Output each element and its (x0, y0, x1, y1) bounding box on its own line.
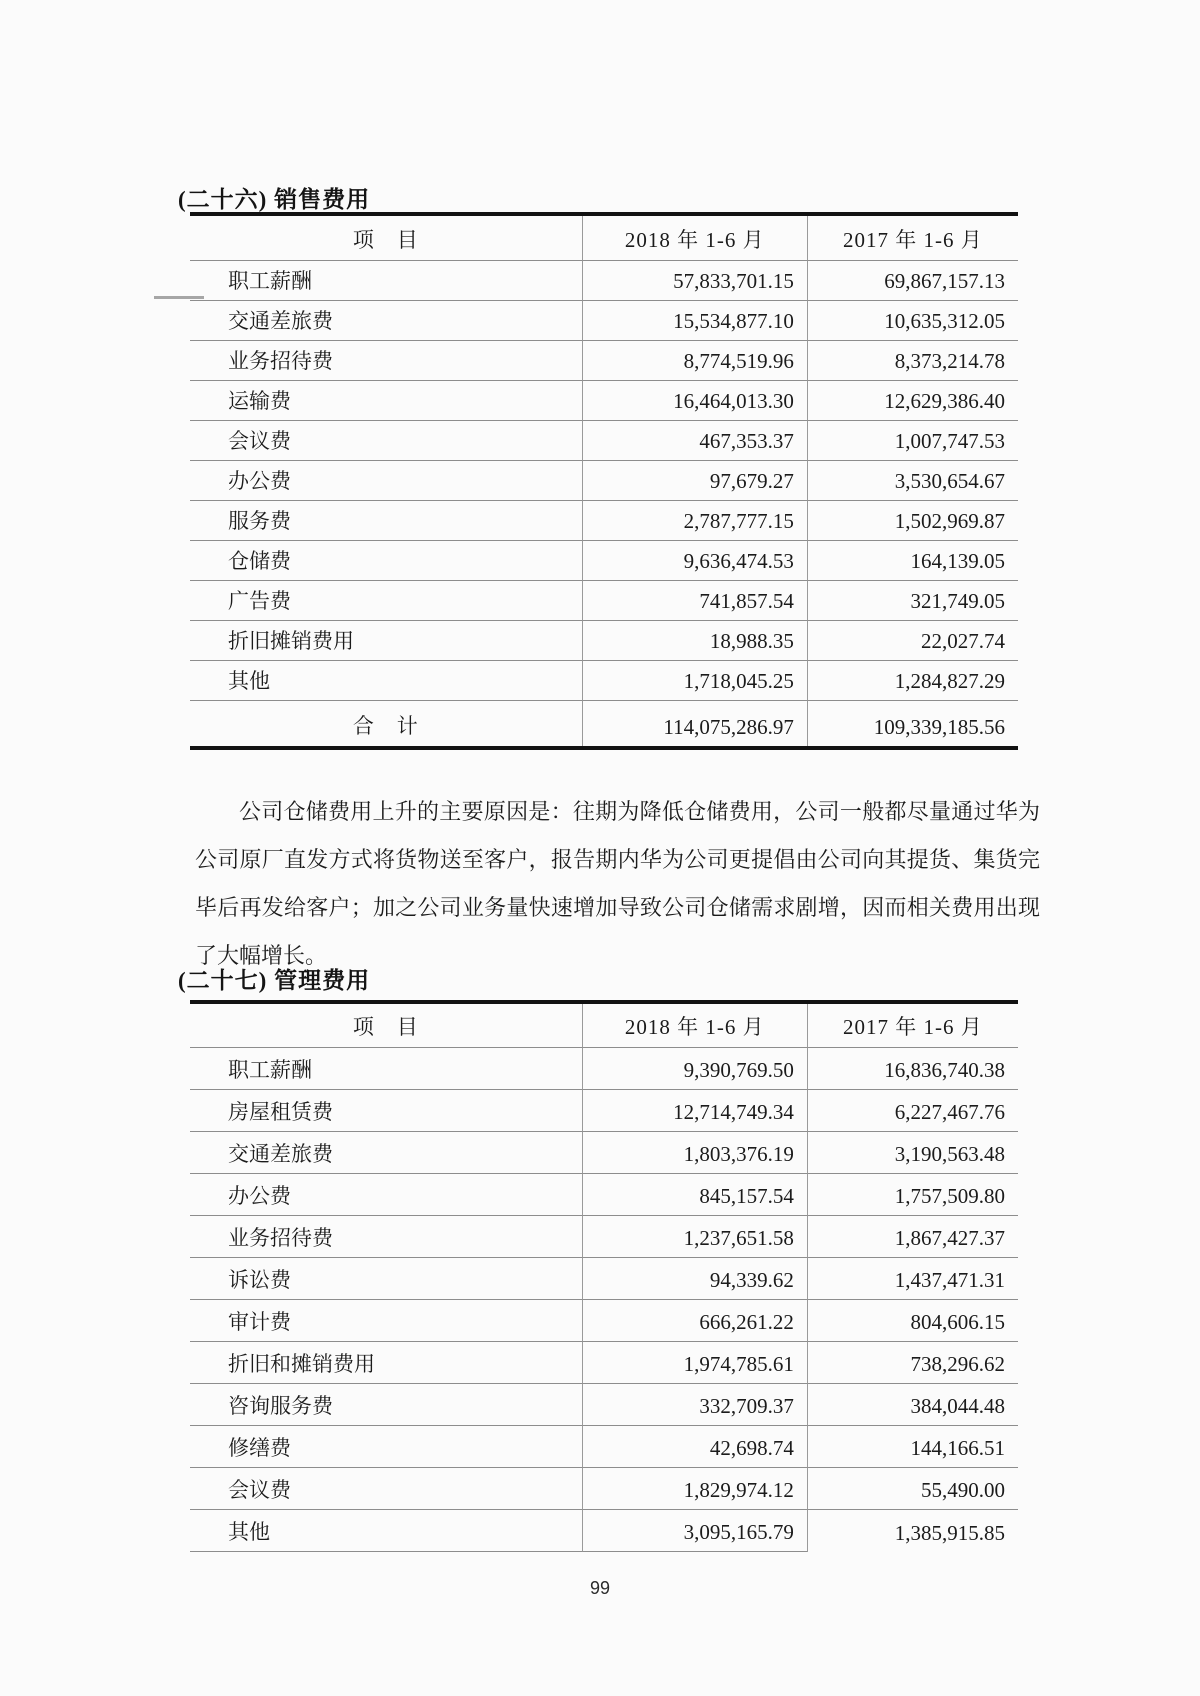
value-2018: 12,714,749.34 (582, 1090, 807, 1132)
value-2018: 18,988.35 (582, 621, 807, 661)
row-label: 会议费 (190, 1468, 582, 1510)
row-label: 会议费 (190, 421, 582, 461)
table-row (190, 1132, 1018, 1174)
row-label: 交通差旅费 (190, 301, 582, 341)
column-header-2017: 2017 年 1-6 月 (807, 216, 1018, 261)
row-label: 折旧和摊销费用 (190, 1342, 582, 1384)
value-2018: 1,803,376.19 (582, 1132, 807, 1174)
row-label: 职工薪酬 (190, 261, 582, 301)
table-row (190, 1048, 1018, 1090)
row-label: 办公费 (190, 461, 582, 501)
value-2017: 16,836,740.38 (807, 1048, 1018, 1090)
table-row (190, 541, 1018, 581)
value-2017: 1,007,747.53 (807, 421, 1018, 461)
value-2017: 69,867,157.13 (807, 261, 1018, 301)
value-2018: 9,390,769.50 (582, 1048, 807, 1090)
table-row (190, 261, 1018, 301)
row-label: 办公费 (190, 1174, 582, 1216)
value-2017: 8,373,214.78 (807, 341, 1018, 381)
value-2018: 1,718,045.25 (582, 661, 807, 701)
table-row (190, 381, 1018, 421)
row-label: 业务招待费 (190, 1216, 582, 1258)
table-row (190, 301, 1018, 341)
table-row (190, 621, 1018, 661)
admin-expenses-table (190, 1000, 1018, 1552)
table-header-row (190, 1004, 1018, 1048)
row-label: 咨询服务费 (190, 1384, 582, 1426)
row-label: 职工薪酬 (190, 1048, 582, 1090)
value-2018: 42,698.74 (582, 1426, 807, 1468)
value-2017: 1,757,509.80 (807, 1174, 1018, 1216)
value-2017: 1,437,471.31 (807, 1258, 1018, 1300)
value-2018: 8,774,519.96 (582, 341, 807, 381)
table-row (190, 661, 1018, 701)
row-label: 服务费 (190, 501, 582, 541)
table-row (190, 501, 1018, 541)
row-label: 广告费 (190, 581, 582, 621)
value-2017: 12,629,386.40 (807, 381, 1018, 421)
row-label: 折旧摊销费用 (190, 621, 582, 661)
total-2017: 109,339,185.56 (807, 701, 1018, 746)
value-2017: 1,867,427.37 (807, 1216, 1018, 1258)
table-row (190, 1510, 1018, 1552)
table-row (190, 1174, 1018, 1216)
page-number: 99 (589, 1578, 611, 1598)
row-label: 业务招待费 (190, 341, 582, 381)
column-header-2018: 2018 年 1-6 月 (582, 1004, 807, 1048)
table-row (190, 1216, 1018, 1258)
table-row (190, 1342, 1018, 1384)
value-2018: 332,709.37 (582, 1384, 807, 1426)
value-2017: 1,502,969.87 (807, 501, 1018, 541)
row-label: 诉讼费 (190, 1258, 582, 1300)
row-label: 其他 (190, 661, 582, 701)
value-2018: 9,636,474.53 (582, 541, 807, 581)
table-row (190, 461, 1018, 501)
value-2017: 164,139.05 (807, 541, 1018, 581)
table-row (190, 341, 1018, 381)
value-2018: 741,857.54 (582, 581, 807, 621)
table-row (190, 1384, 1018, 1426)
value-2018: 3,095,165.79 (582, 1510, 807, 1552)
value-2018: 467,353.37 (582, 421, 807, 461)
table-row (190, 1090, 1018, 1132)
value-2017: 804,606.15 (807, 1300, 1018, 1342)
value-2017: 321,749.05 (807, 581, 1018, 621)
value-2017: 384,044.48 (807, 1384, 1018, 1426)
value-2018: 57,833,701.15 (582, 261, 807, 301)
value-2017: 3,530,654.67 (807, 461, 1018, 501)
column-header-2018: 2018 年 1-6 月 (582, 216, 807, 261)
total-label: 合 计 (352, 713, 419, 738)
row-label: 仓储费 (190, 541, 582, 581)
row-label: 其他 (190, 1510, 582, 1552)
value-2018: 97,679.27 (582, 461, 807, 501)
value-2017: 55,490.00 (807, 1468, 1018, 1510)
table-row (190, 581, 1018, 621)
value-2017: 22,027.74 (807, 621, 1018, 661)
value-2018: 845,157.54 (582, 1174, 807, 1216)
column-header-2017: 2017 年 1-6 月 (807, 1004, 1018, 1048)
value-2018: 15,534,877.10 (582, 301, 807, 341)
table-row (190, 1426, 1018, 1468)
table-row (190, 421, 1018, 461)
row-label: 交通差旅费 (190, 1132, 582, 1174)
value-2018: 1,829,974.12 (582, 1468, 807, 1510)
table-row (190, 1468, 1018, 1510)
row-label: 修缮费 (190, 1426, 582, 1468)
table-header-row (190, 216, 1018, 261)
selling-expenses-table (190, 212, 1018, 750)
table-total-row (190, 701, 1018, 746)
value-2017: 10,635,312.05 (807, 301, 1018, 341)
value-2018: 1,974,785.61 (582, 1342, 807, 1384)
section-heading-selling-expenses: (二十六) 销售费用 (178, 187, 371, 212)
total-2018: 114,075,286.97 (582, 701, 807, 746)
value-2017: 1,385,915.85 (807, 1510, 1018, 1552)
row-label: 审计费 (190, 1300, 582, 1342)
value-2018: 1,237,651.58 (582, 1216, 807, 1258)
value-2017: 3,190,563.48 (807, 1132, 1018, 1174)
value-2018: 666,261.22 (582, 1300, 807, 1342)
value-2017: 6,227,467.76 (807, 1090, 1018, 1132)
section-heading-admin-expenses: (二十七) 管理费用 (178, 968, 371, 993)
value-2018: 94,339.62 (582, 1258, 807, 1300)
table-row (190, 1300, 1018, 1342)
storage-cost-note: 公司仓储费用上升的主要原因是：往期为降低仓储费用，公司一般都尽量通过华为公司原厂直发方式将货物送至客户，报告期内华为公司更提倡由公司向其提货、集货完毕后再发给客户；加之公司业务量快速增加导致公司仓储需求剧增，因而相关费用出现了大幅增长。 (195, 799, 1040, 968)
value-2017: 144,166.51 (807, 1426, 1018, 1468)
row-label: 房屋租赁费 (190, 1090, 582, 1132)
value-2017: 1,284,827.29 (807, 661, 1018, 701)
column-header-item: 项 目 (190, 216, 582, 261)
value-2017: 738,296.62 (807, 1342, 1018, 1384)
value-2018: 2,787,777.15 (582, 501, 807, 541)
value-2018: 16,464,013.30 (582, 381, 807, 421)
table-row (190, 1258, 1018, 1300)
row-label: 运输费 (190, 381, 582, 421)
column-header-item: 项 目 (190, 1004, 582, 1048)
